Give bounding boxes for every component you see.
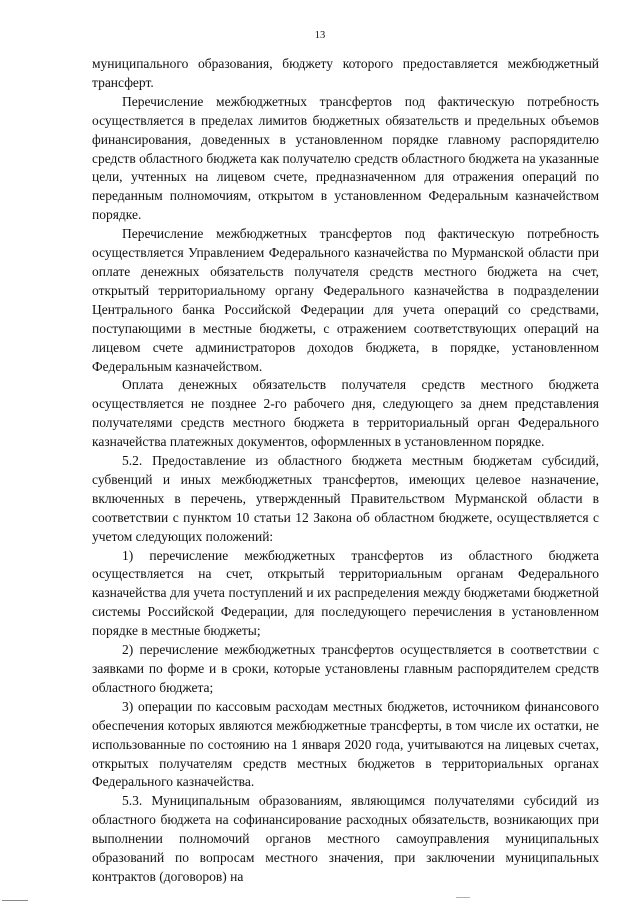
document-body (92, 55, 599, 887)
paragraph-clause-5-3: 5.3. Муниципальным образованиям, являющимся получателями субсидий из областного бюджета на софинансирование расходных обязательств, возникающих при выполнении полномочий органов местного самоуправления муниципальных образований по вопросам местного значения, при заключении муниципальных контрактов (договоров) на (92, 793, 599, 884)
scan-edge-mark (2, 900, 28, 901)
paragraph-item-1: 1) перечисление межбюджетных трансфертов из областного бюджета осуществляется на счет, открытый территориальным органам Федерального казначейства для учета поступлений и их распределения между бюджетами бюджетной системы Российской Федерации, для последующего перечисления в установленном порядке в местные бюджеты; (92, 547, 599, 639)
paragraph-treasury-payment: Перечисление межбюджетных трансфертов под фактическую потребность осуществляется Управлением Федерального казначейства по Мурманской области при оплате денежных обязательств получателя средств местного бюджета на счет, открытый территориальному органу Федерального казначейства в подразделении Центрального банка Российской Федерации для учета операций со средствами, поступающими в местные бюджеты, с отражением соответствующих операций на лицевом счете администраторов доходов бюджета, в порядке, установленном Федеральным казначейством. (92, 226, 599, 374)
paragraph-item-2: 2) перечисление межбюджетных трансфертов осуществляется в соответствии с заявками по форме и в сроки, которые установлены главным распорядителем средств областного бюджета; (92, 642, 599, 695)
paragraph-payment-deadline: Оплата денежных обязательств получателя средств местного бюджета осуществляется не позднее 2-го рабочего дня, следующего за днем представления получателями средств местного бюджета в территориальный орган Федерального казначейства платежных документов, оформленных в установленном порядке. (92, 377, 599, 450)
paragraph-continuation: муниципального образования, бюджету которого предоставляется межбюджетный трансферт. (92, 56, 599, 90)
page-number: 13 (314, 30, 326, 41)
paragraph-clause-5-2: 5.2. Предоставление из областного бюджета местным бюджетам субсидий, субвенций и иных межбюджетных трансфертов, имеющих целевое назначение, включенных в перечень, утвержденный Правительством Мурманской области в соответствии с пунктом 10 статьи 12 Закона об областном бюджете, осуществляется с учетом следующих положений: (92, 453, 599, 544)
paragraph-item-3: 3) операции по кассовым расходам местных бюджетов, источником финансового обеспечения которых являются межбюджетные трансферты, в том числе их остатки, не использованные по состоянию на 1 января 2020 года, учитываются на лицевых счетах, открытых получателям средств местных бюджетов в территориальных органах Федерального казначейства. (92, 698, 599, 790)
scan-edge-mark (456, 897, 470, 898)
paragraph-transfer-limits: Перечисление межбюджетных трансфертов под фактическую потребность осуществляется в пределах лимитов бюджетных обязательств и предельных объемов финансирования, доведенных в установленном порядке главному распорядителю средств областного бюджета как получателю средств областного бюджета на указанные цели, учтенных на лицевом счете, предназначенном для отражения операций по переданным полномочиям, открытом в установленном Федеральным казначейством порядке. (92, 93, 599, 223)
